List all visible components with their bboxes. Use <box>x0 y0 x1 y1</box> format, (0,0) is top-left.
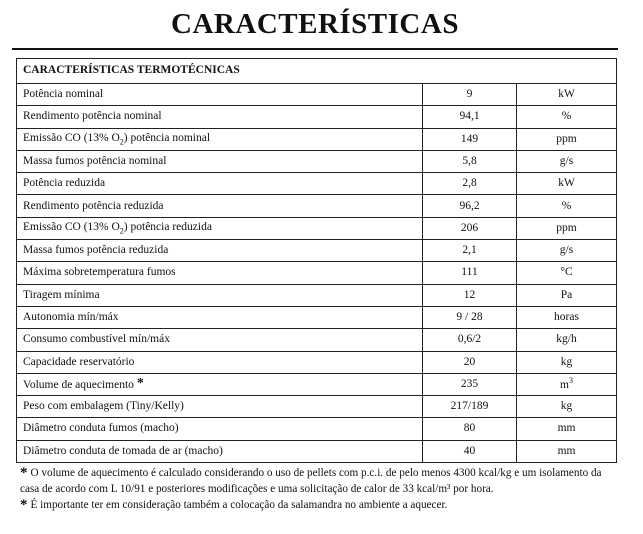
table-row <box>17 329 617 351</box>
row-value: 235 <box>423 373 517 395</box>
row-value: 5,8 <box>423 150 517 172</box>
table-row <box>17 84 617 106</box>
table-row <box>17 195 617 217</box>
row-unit: Pa <box>517 284 617 306</box>
row-value: 80 <box>423 418 517 440</box>
title-bar <box>12 0 618 50</box>
row-label: Diâmetro conduta fumos (macho) <box>17 418 423 440</box>
table-header: CARACTERÍSTICAS TERMOTÉCNICAS <box>17 59 617 84</box>
row-unit: kg <box>517 396 617 418</box>
row-unit: ppm <box>517 128 617 150</box>
row-label: Capacidade reservatório <box>17 351 423 373</box>
table-row <box>17 128 617 150</box>
row-value: 12 <box>423 284 517 306</box>
row-unit: kg/h <box>517 329 617 351</box>
table-row <box>17 217 617 239</box>
table-row <box>17 106 617 128</box>
row-unit: mm <box>517 440 617 462</box>
table-row <box>17 262 617 284</box>
row-label: Peso com embalagem (Tiny/Kelly) <box>17 396 423 418</box>
row-value: 206 <box>423 217 517 239</box>
row-unit: °C <box>517 262 617 284</box>
footnote-placement: * É importante ter em consideração também a colocação da salamandra no ambiente a aquecer. <box>20 497 448 513</box>
row-label: Tiragem mínima <box>17 284 423 306</box>
asterisk-mark: * <box>20 465 28 481</box>
row-unit: g/s <box>517 150 617 172</box>
row-unit: g/s <box>517 240 617 262</box>
row-unit: % <box>517 106 617 128</box>
row-unit: mm <box>517 418 617 440</box>
row-value: 111 <box>423 262 517 284</box>
table-row <box>17 284 617 306</box>
row-unit: kW <box>517 84 617 106</box>
row-unit: ppm <box>517 217 617 239</box>
row-unit: $m^3$ <box>517 373 617 395</box>
row-value: 96,2 <box>423 195 517 217</box>
row-value: 94,1 <box>423 106 517 128</box>
table-row <box>17 373 617 395</box>
table-row <box>17 396 617 418</box>
page-title: CARACTERÍSTICAS <box>171 8 459 40</box>
row-value: 9 / 28 <box>423 306 517 328</box>
row-value: 9 <box>423 84 517 106</box>
row-unit: horas <box>517 306 617 328</box>
table-row <box>17 418 617 440</box>
row-unit: kW <box>517 173 617 195</box>
row-value: 149 <box>423 128 517 150</box>
row-label: Diâmetro conduta de tomada de ar (macho) <box>17 440 423 462</box>
row-label: Autonomia mín/máx <box>17 306 423 328</box>
table-row <box>17 240 617 262</box>
table-row <box>17 351 617 373</box>
row-label: Rendimento potência nominal <box>17 106 423 128</box>
row-label: Rendimento potência reduzida <box>17 195 423 217</box>
row-unit: % <box>517 195 617 217</box>
footnotes <box>20 465 620 513</box>
asterisk-mark: * <box>136 376 144 392</box>
row-value: 2,8 <box>423 173 517 195</box>
row-value: 0,6/2 <box>423 329 517 351</box>
row-label: Máxima sobretemperatura fumos <box>17 262 423 284</box>
row-label: Massa fumos potência reduzida <box>17 240 423 262</box>
row-label: Consumo combustível mín/máx <box>17 329 423 351</box>
asterisk-mark: * <box>20 497 28 513</box>
table-row <box>17 150 617 172</box>
specifications-table <box>16 58 617 463</box>
row-label: Volume de aquecimento * <box>17 373 423 395</box>
row-value: 40 <box>423 440 517 462</box>
row-value: 20 <box>423 351 517 373</box>
row-value: 2,1 <box>423 240 517 262</box>
row-value: 217/189 <box>423 396 517 418</box>
row-label: Emissão CO (13% $O_2$) potência nominal <box>17 128 423 150</box>
row-label: Potência nominal <box>17 84 423 106</box>
row-label: Potência reduzida <box>17 173 423 195</box>
row-label: Emissão CO (13% $O_2$) potência reduzida <box>17 217 423 239</box>
row-label: Massa fumos potência nominal <box>17 150 423 172</box>
row-unit: kg <box>517 351 617 373</box>
table-header-row <box>17 59 617 84</box>
table-row <box>17 440 617 462</box>
table-row <box>17 173 617 195</box>
table-row <box>17 306 617 328</box>
footnote-volume: * O volume de aquecimento é calculado considerando o uso de pellets com p.c.i. de pelo menos 4300 kcal/kg e um isolamento da casa de acordo com L 10/91 e posteriores modificações e uma solicitação de calor de 33 kcal/m³ por hora. <box>20 465 602 495</box>
